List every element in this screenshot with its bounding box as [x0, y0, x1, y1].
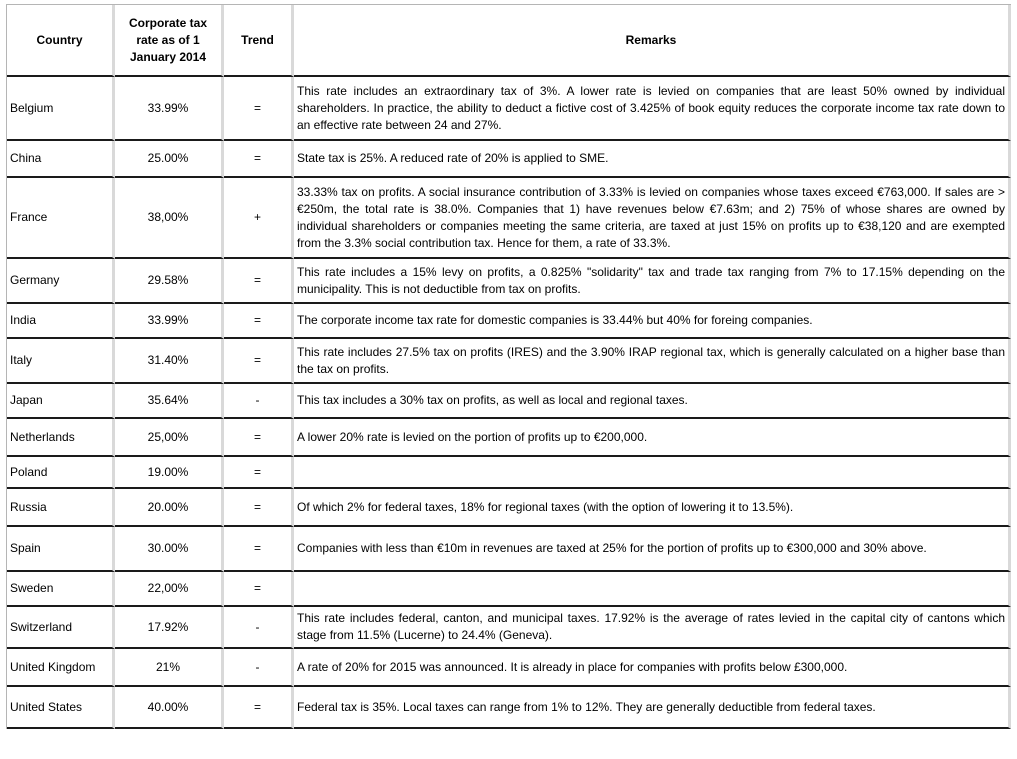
- cell-remarks: A rate of 20% for 2015 was announced. It is already in place for companies with profits below £300,000.: [294, 649, 1011, 687]
- cell-trend: =: [224, 572, 294, 607]
- cell-rate: 17.92%: [115, 607, 224, 649]
- cell-trend: =: [224, 77, 294, 141]
- cell-country: United Kingdom: [7, 649, 115, 687]
- cell-rate: 33.99%: [115, 77, 224, 141]
- header-remarks: Remarks: [294, 5, 1011, 77]
- header-rate: Corporate tax rate as of 1 January 2014: [115, 5, 224, 77]
- cell-remarks: Companies with less than €10m in revenues are taxed at 25% for the portion of profits up to €300,000 and 30% above.: [294, 527, 1011, 572]
- cell-country: Belgium: [7, 77, 115, 141]
- cell-trend: =: [224, 259, 294, 304]
- cell-remarks: This rate includes an extraordinary tax of 3%. A lower rate is levied on companies that are least 50% owned by individual shareholders. In practice, the ability to deduct a fictive cost of 3.425% of book equity reduces the corporate income tax rate down to an effective rate between 24 and 27%.: [294, 77, 1011, 141]
- cell-rate: 20.00%: [115, 489, 224, 527]
- table-row: [7, 259, 1011, 304]
- cell-country: Netherlands: [7, 419, 115, 457]
- cell-country: United States: [7, 687, 115, 729]
- table-row: [7, 527, 1011, 572]
- cell-remarks: The corporate income tax rate for domestic companies is 33.44% but 40% for foreing companies.: [294, 304, 1011, 339]
- table-row: [7, 419, 1011, 457]
- header-trend: Trend: [224, 5, 294, 77]
- cell-trend: =: [224, 419, 294, 457]
- cell-remarks: Of which 2% for federal taxes, 18% for regional taxes (with the option of lowering it to 13.5%).: [294, 489, 1011, 527]
- cell-rate: 25,00%: [115, 419, 224, 457]
- cell-rate: 30.00%: [115, 527, 224, 572]
- cell-trend: +: [224, 178, 294, 259]
- cell-remarks: This tax includes a 30% tax on profits, as well as local and regional taxes.: [294, 384, 1011, 419]
- table-row: [7, 572, 1011, 607]
- table-row: [7, 607, 1011, 649]
- header-row: [7, 5, 1011, 77]
- cell-trend: =: [224, 687, 294, 729]
- cell-trend: -: [224, 607, 294, 649]
- table-row: [7, 687, 1011, 729]
- cell-remarks: This rate includes federal, canton, and municipal taxes. 17.92% is the average of rates levied in the capital city of cantons which stage from 11.5% (Lucerne) to 24.4% (Geneva).: [294, 607, 1011, 649]
- cell-rate: 33.99%: [115, 304, 224, 339]
- cell-rate: 19.00%: [115, 457, 224, 489]
- table-row: [7, 77, 1011, 141]
- table-row: [7, 489, 1011, 527]
- cell-country: Poland: [7, 457, 115, 489]
- cell-country: Italy: [7, 339, 115, 384]
- cell-trend: =: [224, 339, 294, 384]
- cell-country: Japan: [7, 384, 115, 419]
- cell-remarks: Federal tax is 35%. Local taxes can range from 1% to 12%. They are generally deductible from federal taxes.: [294, 687, 1011, 729]
- cell-rate: 22,00%: [115, 572, 224, 607]
- corporate-tax-table: [6, 4, 1011, 729]
- cell-remarks: State tax is 25%. A reduced rate of 20% is applied to SME.: [294, 141, 1011, 178]
- table-row: [7, 339, 1011, 384]
- cell-trend: =: [224, 489, 294, 527]
- cell-rate: 21%: [115, 649, 224, 687]
- cell-rate: 35.64%: [115, 384, 224, 419]
- cell-rate: 25.00%: [115, 141, 224, 178]
- cell-rate: 38,00%: [115, 178, 224, 259]
- table-row: [7, 649, 1011, 687]
- cell-remarks: This rate includes 27.5% tax on profits (IRES) and the 3.90% IRAP regional tax, which is generally calculated on a higher base than the tax on profits.: [294, 339, 1011, 384]
- table-row: [7, 178, 1011, 259]
- cell-country: Spain: [7, 527, 115, 572]
- table-row: [7, 304, 1011, 339]
- cell-trend: =: [224, 457, 294, 489]
- cell-remarks: This rate includes a 15% levy on profits, a 0.825% "solidarity" tax and trade tax ranging from 7% to 17.15% depending on the municipality. This is not deductible from tax on profits.: [294, 259, 1011, 304]
- cell-country: Sweden: [7, 572, 115, 607]
- cell-remarks: A lower 20% rate is levied on the portion of profits up to €200,000.: [294, 419, 1011, 457]
- cell-rate: 31.40%: [115, 339, 224, 384]
- cell-trend: -: [224, 384, 294, 419]
- cell-remarks: [294, 572, 1011, 607]
- cell-country: Germany: [7, 259, 115, 304]
- cell-remarks: [294, 457, 1011, 489]
- table-row: [7, 457, 1011, 489]
- cell-trend: =: [224, 141, 294, 178]
- cell-country: Switzerland: [7, 607, 115, 649]
- cell-country: India: [7, 304, 115, 339]
- cell-trend: -: [224, 649, 294, 687]
- cell-country: Russia: [7, 489, 115, 527]
- cell-rate: 29.58%: [115, 259, 224, 304]
- cell-country: France: [7, 178, 115, 259]
- header-country: Country: [7, 5, 115, 77]
- cell-trend: =: [224, 304, 294, 339]
- table-row: [7, 141, 1011, 178]
- cell-trend: =: [224, 527, 294, 572]
- cell-country: China: [7, 141, 115, 178]
- cell-remarks: 33.33% tax on profits. A social insurance contribution of 3.33% is levied on companies whose taxes exceed €763,000. If sales are > €250m, the total rate is 38.0%. Companies that 1) have revenues below €7.63m; and 2) 75% of whose shares are owned by individual shareholders or companies meeting the same criteria, are taxed at just 15% on profits up to €38,120 and are exempted from the 3.3% social contribution tax. Hence for them, a rate of 33.3%.: [294, 178, 1011, 259]
- table-row: [7, 384, 1011, 419]
- cell-rate: 40.00%: [115, 687, 224, 729]
